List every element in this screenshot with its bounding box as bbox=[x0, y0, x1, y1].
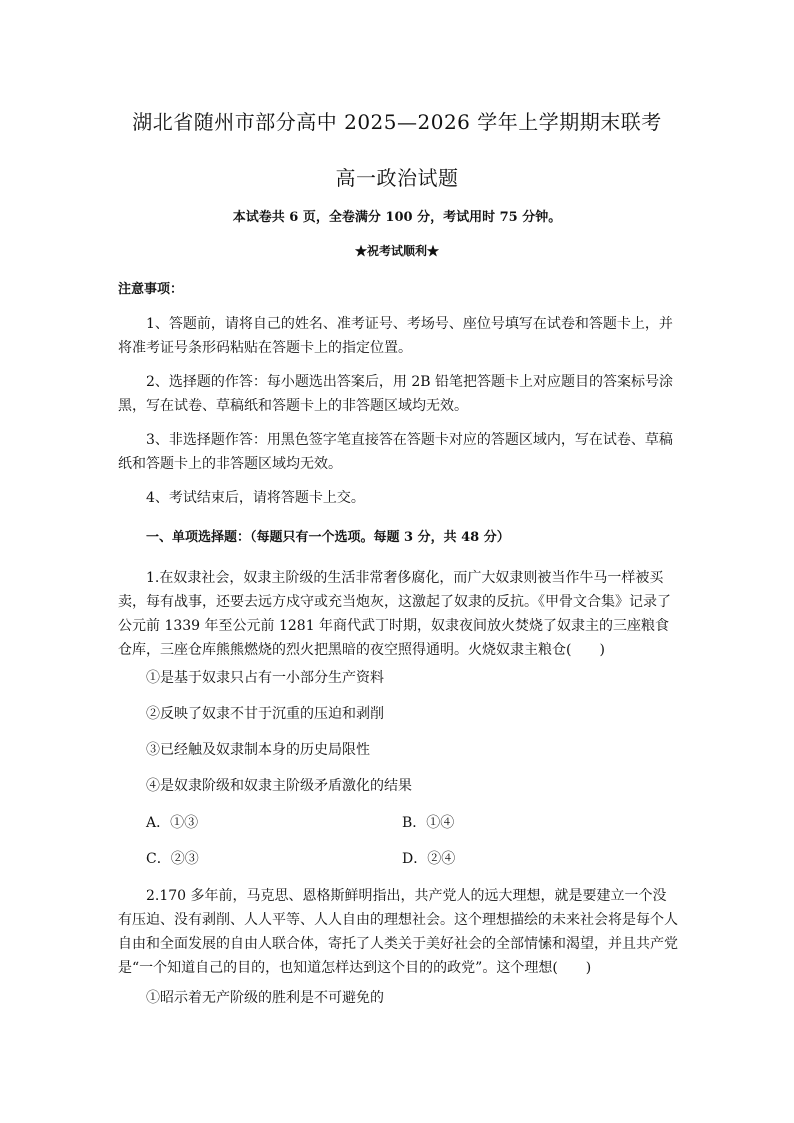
question-2-stem: 2.170 多年前，马克思、恩格斯鲜明指出，共产党人的远大理想，就是要建立一个没有压迫、没有剥削、人人平等、人人自由的理想社会。这个理想描绘的未来社会将是每个人自由和全面发展的自由人联合体，寄托了人类关于美好社会的全部情愫和渴望，并且共产党是“一个知道自己的目的，也知道怎样达到这个目的的政党”。这个理想( ) bbox=[118, 888, 678, 976]
q2-statement-1: ①昭示着无产阶级的胜利是不可避免的 bbox=[146, 990, 384, 1006]
q1-statement-3: ③已经触及奴隶制本身的历史局限性 bbox=[146, 742, 370, 758]
notice-item-3: 3、非选择题作答：用黑色签字笔直接答在答题卡对应的答题区域内，写在试卷、草稿纸和答题卡上的非答题区域均无效。 bbox=[118, 432, 673, 472]
exam-title: 湖北省随州市部分高中 2025—2026 学年上学期期末联考 bbox=[132, 110, 662, 134]
notice-item-1: 1、答题前，请将自己的姓名、准考证号、考场号、座位号填写在试卷和答题卡上，并将准考证号条形码粘贴在答题卡上的指定位置。 bbox=[118, 316, 673, 356]
q1-statement-1: ①是基于奴隶只占有一小部分生产资料 bbox=[146, 670, 384, 686]
q1-option-c: C．②③ bbox=[146, 851, 199, 867]
notice-item-2: 2、选择题的作答：每小题选出答案后，用 2B 铅笔把答题卡上对应题目的答案标号涂黑，写在试卷、草稿纸和答题卡上的非答题区域均无效。 bbox=[118, 374, 674, 414]
good-luck-line: ★祝考试顺利★ bbox=[354, 244, 439, 258]
question-1-stem: 1.在奴隶社会，奴隶主阶级的生活非常奢侈腐化，而广大奴隶则被当作牛马一样被买卖，每有战事，还要去远方戍守或充当炮灰，这激起了奴隶的反抗。《甲骨文合集》记录了公元前 1339 年至公元前 1281 年商代武丁时期，奴隶夜间放火焚烧了奴隶主的三座粮食仓库，三座仓库熊熊燃烧的烈火把黑暗的夜空照得通明。火烧奴隶主粮仓( ) bbox=[118, 570, 671, 658]
q1-statement-2: ②反映了奴隶不甘于沉重的压迫和剥削 bbox=[146, 706, 384, 722]
q1-option-d: D．②④ bbox=[402, 851, 456, 867]
notice-item-4: 4、考试结束后，请将答题卡上交。 bbox=[146, 490, 365, 506]
notice-heading: 注意事项： bbox=[118, 282, 184, 297]
q1-option-b: B．①④ bbox=[402, 815, 455, 831]
q1-statement-4: ④是奴隶阶级和奴隶主阶级矛盾激化的结果 bbox=[146, 778, 412, 794]
exam-info: 本试卷共 6 页，全卷满分 100 分，考试用时 75 分钟。 bbox=[232, 210, 562, 225]
q1-option-a: A．①③ bbox=[146, 815, 199, 831]
section-heading: 一、单项选择题：（每题只有一个选项。每题 3 分，共 48 分） bbox=[146, 530, 510, 545]
exam-subtitle: 高一政治试题 bbox=[335, 166, 459, 190]
